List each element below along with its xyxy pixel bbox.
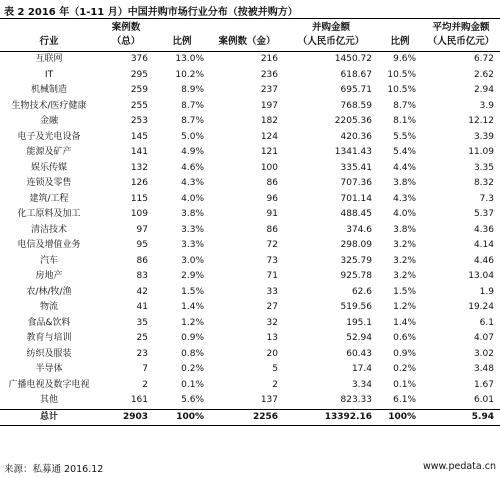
table-row <box>0 192 500 208</box>
table-row <box>0 362 500 378</box>
cell-industry: 农/林/牧/渔 <box>26 286 72 297</box>
cell-cases-total: 145 <box>130 131 148 142</box>
header-ratio2-spacer <box>378 19 422 36</box>
cell-amount: 925.78 <box>340 271 372 281</box>
header-row-2 <box>0 35 500 52</box>
cell-avg-amount: 11.09 <box>468 147 494 157</box>
cell-avg-amount: 7.3 <box>479 193 494 204</box>
cell-industry: IT <box>44 69 54 80</box>
cell-ratio-cases: 1.4% <box>181 302 204 312</box>
table-row <box>0 145 500 161</box>
cell-ratio-amount: 3.2% <box>393 271 416 281</box>
cell-avg-amount: 19.24 <box>468 302 494 312</box>
cell-avg-amount: 6.72 <box>473 54 494 64</box>
cell-ratio-amount: 0.2% <box>393 364 416 374</box>
cell-cases-amount: 121 <box>260 147 278 157</box>
cell-ratio-cases: 4.6% <box>181 162 204 173</box>
header-industry: 行业 <box>0 35 98 52</box>
cell-cases-amount: 216 <box>260 54 278 64</box>
total-cell-ratio-amount: 100% <box>378 409 422 426</box>
cell-cases-amount: 72 <box>266 240 278 250</box>
cell-ratio-amount: 1.4% <box>393 317 416 328</box>
cell-industry: 金融 <box>39 116 58 126</box>
table-row <box>0 161 500 177</box>
cell-avg-amount: 4.46 <box>473 255 494 266</box>
table-row <box>0 316 500 332</box>
cell-amount: 488.45 <box>340 209 372 219</box>
cell-amount: 701.14 <box>340 193 372 204</box>
cell-avg-amount: 3.48 <box>473 364 494 374</box>
cell-cases-amount: 13 <box>266 333 278 343</box>
cell-ratio-cases: 3.3% <box>181 224 204 235</box>
cell-ratio-amount: 10.5% <box>387 85 416 95</box>
cell-cases-total: 126 <box>130 178 148 188</box>
cell-cases-total: 2 <box>142 379 148 390</box>
cell-industry: 教育与培训 <box>26 333 72 343</box>
cell-ratio-amount: 8.1% <box>393 116 416 126</box>
cell-avg-amount: 4.07 <box>473 333 494 343</box>
cell-ratio-amount: 1.2% <box>393 302 416 312</box>
header-cases-total-unit: （总） <box>98 35 154 52</box>
cell-industry: 互联网 <box>35 54 63 64</box>
cell-avg-amount: 3.35 <box>473 162 494 173</box>
cell-amount: 695.71 <box>340 85 372 95</box>
cell-avg-amount: 13.04 <box>468 271 494 281</box>
cell-industry: 生物技术/医疗健康 <box>11 100 87 111</box>
cell-industry: 清洁技术 <box>30 224 67 235</box>
cell-industry: 纺织及服装 <box>26 348 72 359</box>
industry-distribution-table <box>0 18 500 426</box>
cell-industry: 物流 <box>39 302 58 312</box>
cell-cases-total: 7 <box>142 364 148 374</box>
table-row <box>0 300 500 316</box>
cell-amount: 707.36 <box>340 178 372 188</box>
cell-amount: 298.09 <box>340 240 372 250</box>
cell-avg-amount: 12.12 <box>468 116 494 126</box>
cell-cases-amount: 100 <box>260 162 278 173</box>
cell-ratio-amount: 0.1% <box>393 379 416 390</box>
cell-amount: 2205.36 <box>334 116 372 126</box>
cell-cases-total: 255 <box>130 100 148 111</box>
cell-cases-total: 109 <box>130 209 148 219</box>
cell-cases-total: 97 <box>136 224 148 235</box>
cell-cases-total: 253 <box>130 116 148 126</box>
cell-industry: 能源及矿产 <box>26 147 72 157</box>
cell-ratio-cases: 5.0% <box>181 131 204 142</box>
cell-amount: 3.34 <box>351 379 372 390</box>
cell-avg-amount: 8.32 <box>473 178 494 188</box>
cell-industry: 半导体 <box>35 364 63 374</box>
table-body <box>0 52 500 426</box>
cell-cases-amount: 86 <box>266 178 278 188</box>
table-row <box>0 269 500 285</box>
cell-industry: 机械制造 <box>30 85 67 95</box>
cell-industry: 广播电视及数字电视 <box>8 379 90 390</box>
cell-avg-amount: 4.14 <box>473 240 494 250</box>
cell-cases-amount: 71 <box>266 271 278 281</box>
cell-cases-total: 95 <box>136 240 148 250</box>
cell-cases-total: 83 <box>136 271 148 281</box>
cell-ratio-cases: 13.0% <box>175 54 204 64</box>
total-row <box>0 409 500 426</box>
cell-ratio-cases: 0.1% <box>181 379 204 390</box>
cell-amount: 60.43 <box>346 348 372 359</box>
table-row <box>0 207 500 223</box>
cell-amount: 1341.43 <box>334 147 372 157</box>
cell-ratio-amount: 0.6% <box>393 333 416 343</box>
cell-cases-total: 42 <box>136 286 148 297</box>
cell-amount: 519.56 <box>340 302 372 312</box>
cell-amount: 335.41 <box>340 162 372 173</box>
cell-cases-total: 132 <box>130 162 148 173</box>
cell-amount: 420.36 <box>340 131 372 142</box>
cell-industry: 电子及光电设备 <box>17 131 81 142</box>
table-row <box>0 223 500 239</box>
table-row <box>0 68 500 84</box>
cell-cases-amount: 5 <box>272 364 278 374</box>
cell-amount: 52.94 <box>346 333 372 343</box>
cell-ratio-amount: 4.4% <box>393 162 416 173</box>
cell-amount: 618.67 <box>340 69 372 80</box>
cell-amount: 62.6 <box>351 286 372 297</box>
cell-cases-amount: 86 <box>266 224 278 235</box>
table-row <box>0 331 500 347</box>
cell-cases-amount: 124 <box>260 131 278 142</box>
cell-ratio-amount: 9.6% <box>393 54 416 64</box>
cell-cases-amount: 32 <box>266 317 278 328</box>
cell-cases-amount: 182 <box>260 116 278 126</box>
cell-ratio-amount: 4.0% <box>393 209 416 219</box>
table-row <box>0 378 500 394</box>
cell-cases-amount: 2 <box>272 379 278 390</box>
header-avg-amount: 平均并购金额 <box>422 19 500 36</box>
cell-cases-amount: 96 <box>266 193 278 204</box>
cell-ratio-cases: 8.9% <box>181 85 204 95</box>
cell-ratio-cases: 2.9% <box>181 271 204 281</box>
cell-ratio-amount: 3.8% <box>393 224 416 235</box>
cell-avg-amount: 1.67 <box>473 379 494 390</box>
header-cases-amount-spacer <box>210 19 284 36</box>
header-amount-unit: （人民币亿元） <box>284 35 378 52</box>
cell-amount: 17.4 <box>351 364 372 374</box>
header-ratio1: 比例 <box>154 35 210 52</box>
cell-avg-amount: 2.62 <box>473 69 494 80</box>
cell-ratio-amount: 3.8% <box>393 178 416 188</box>
cell-industry: 化工原料及加工 <box>17 209 81 219</box>
cell-cases-total: 295 <box>130 69 148 80</box>
cell-industry: 娱乐传媒 <box>30 162 67 173</box>
cell-ratio-cases: 4.3% <box>181 178 204 188</box>
header-ratio1-spacer <box>154 19 210 36</box>
table-row <box>0 347 500 363</box>
table-row <box>0 130 500 146</box>
cell-ratio-cases: 8.7% <box>181 100 204 111</box>
cell-ratio-amount: 3.2% <box>393 240 416 250</box>
header-amount: 并购金额 <box>284 19 378 36</box>
cell-amount: 325.79 <box>340 255 372 266</box>
total-cell-cases-total: 2903 <box>98 409 154 426</box>
cell-ratio-cases: 1.5% <box>181 286 204 297</box>
table-row <box>0 176 500 192</box>
website-url: www.pedata.cn <box>423 461 496 472</box>
table-row <box>0 99 500 115</box>
header-industry-spacer <box>0 19 98 36</box>
header-ratio2: 比例 <box>378 35 422 52</box>
cell-ratio-amount: 1.5% <box>393 286 416 297</box>
table-row <box>0 254 500 270</box>
cell-ratio-cases: 4.9% <box>181 147 204 157</box>
cell-ratio-amount: 5.4% <box>393 147 416 157</box>
table-row <box>0 114 500 130</box>
cell-industry: 连锁及零售 <box>26 178 72 188</box>
cell-cases-total: 41 <box>136 302 148 312</box>
cell-cases-total: 259 <box>130 85 148 95</box>
table-row <box>0 393 500 409</box>
cell-industry: 食品&饮料 <box>27 317 71 328</box>
source-note: 来源：私募通 2016.12 <box>4 464 104 475</box>
cell-ratio-cases: 0.9% <box>181 333 204 343</box>
cell-avg-amount: 3.39 <box>473 131 494 142</box>
cell-cases-total: 35 <box>136 317 148 328</box>
header-avg-amount-unit: （人民币亿元） <box>422 35 500 52</box>
cell-avg-amount: 1.9 <box>479 286 494 297</box>
cell-cases-total: 25 <box>136 333 148 343</box>
cell-avg-amount: 4.36 <box>473 224 494 235</box>
cell-ratio-cases: 4.0% <box>181 193 204 204</box>
cell-avg-amount: 2.94 <box>473 85 494 95</box>
table-row <box>0 52 500 68</box>
cell-ratio-cases: 0.2% <box>181 364 204 374</box>
header-row-1 <box>0 19 500 36</box>
cell-ratio-cases: 10.2% <box>175 69 204 80</box>
cell-cases-amount: 197 <box>260 100 278 111</box>
cell-avg-amount: 3.02 <box>473 348 494 359</box>
cell-cases-total: 86 <box>136 255 148 266</box>
cell-ratio-cases: 3.8% <box>181 209 204 219</box>
cell-cases-total: 141 <box>130 147 148 157</box>
cell-cases-amount: 237 <box>260 85 278 95</box>
cell-avg-amount: 5.37 <box>473 209 494 219</box>
cell-amount: 374.6 <box>346 224 372 235</box>
cell-avg-amount: 3.9 <box>479 100 494 111</box>
cell-amount: 768.59 <box>340 100 372 111</box>
cell-amount: 1450.72 <box>334 54 372 64</box>
table-caption: 表 2 2016 年（1-11 月）中国并购市场行业分布（按被并购方） <box>4 7 298 18</box>
total-cell-industry: 总计 <box>0 409 98 426</box>
table-row <box>0 238 500 254</box>
cell-ratio-amount: 4.3% <box>393 193 416 204</box>
cell-cases-amount: 236 <box>260 69 278 80</box>
cell-ratio-amount: 10.5% <box>387 69 416 80</box>
cell-amount: 823.33 <box>340 395 372 405</box>
cell-cases-amount: 73 <box>266 255 278 266</box>
header-cases-total: 案例数 <box>98 19 154 36</box>
cell-cases-amount: 27 <box>266 302 278 312</box>
cell-ratio-amount: 3.2% <box>393 255 416 266</box>
cell-cases-amount: 91 <box>266 209 278 219</box>
cell-cases-amount: 33 <box>266 286 278 297</box>
cell-cases-amount: 137 <box>260 395 278 405</box>
total-cell-amount: 13392.16 <box>284 409 378 426</box>
cell-cases-total: 376 <box>130 54 148 64</box>
cell-industry: 房地产 <box>35 271 63 281</box>
cell-ratio-amount: 8.7% <box>393 100 416 111</box>
cell-ratio-cases: 3.0% <box>181 255 204 266</box>
cell-ratio-cases: 3.3% <box>181 240 204 250</box>
cell-ratio-amount: 0.9% <box>393 348 416 359</box>
table-row <box>0 285 500 301</box>
cell-avg-amount: 6.01 <box>473 395 494 405</box>
cell-avg-amount: 6.1 <box>479 317 494 328</box>
cell-cases-total: 115 <box>130 193 148 204</box>
total-cell-ratio-cases: 100% <box>154 409 210 426</box>
cell-cases-total: 23 <box>136 348 148 359</box>
cell-industry: 电信及增值业务 <box>17 240 81 250</box>
header-cases-amount: 案例数（金） <box>210 35 284 52</box>
table-row <box>0 83 500 99</box>
cell-amount: 195.1 <box>346 317 372 328</box>
total-cell-avg-amount: 5.94 <box>422 409 500 426</box>
cell-ratio-amount: 5.5% <box>393 131 416 142</box>
cell-industry: 建筑/工程 <box>29 193 69 204</box>
cell-industry: 汽车 <box>39 255 58 266</box>
cell-ratio-cases: 1.2% <box>181 317 204 328</box>
cell-ratio-amount: 6.1% <box>393 395 416 405</box>
cell-ratio-cases: 8.7% <box>181 116 204 126</box>
cell-ratio-cases: 5.6% <box>181 395 204 405</box>
total-cell-cases-amount: 2256 <box>210 409 284 426</box>
cell-industry: 其他 <box>39 395 58 405</box>
cell-cases-amount: 20 <box>266 348 278 359</box>
cell-cases-total: 161 <box>130 395 148 405</box>
cell-ratio-cases: 0.8% <box>181 348 204 359</box>
